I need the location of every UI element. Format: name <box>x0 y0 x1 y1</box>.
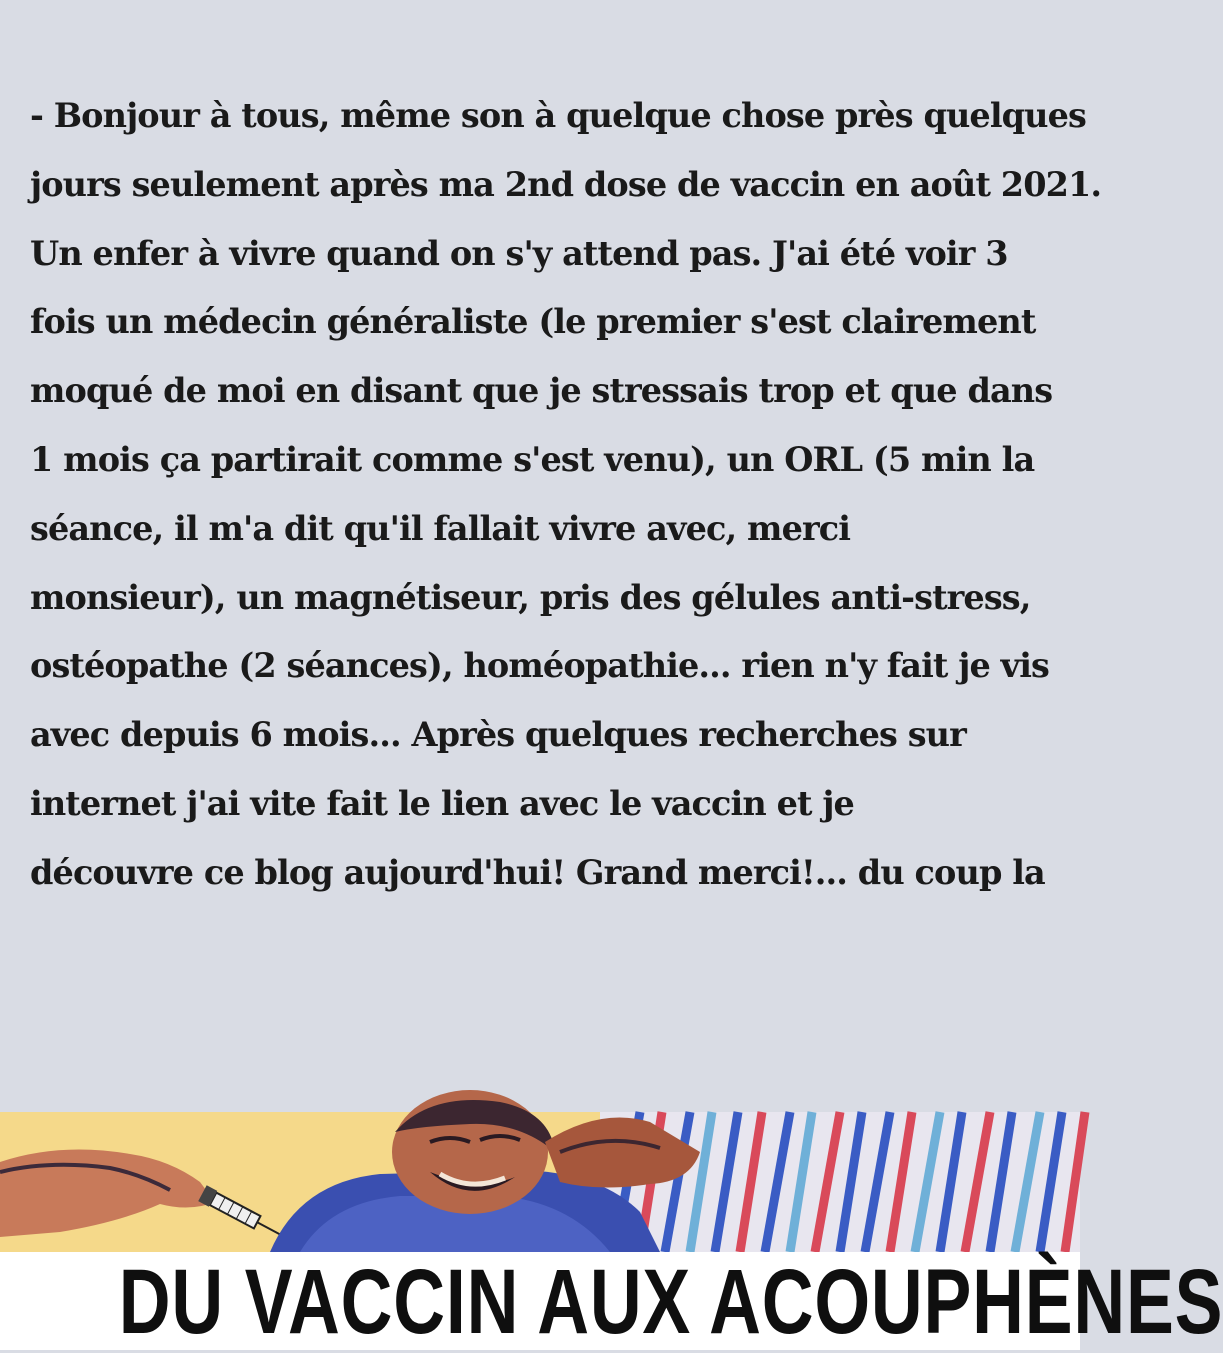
comment-line: - Bonjour à tous, même son à quelque chose près quelques <box>30 96 1087 135</box>
comment-line: découvre ce blog aujourd'hui! Grand merci!... du coup la <box>30 852 1045 892</box>
comment-line: avec depuis 6 mois... Après quelques recherches sur <box>30 715 966 755</box>
comment-line: fois un médecin généraliste (le premier s'est clairement <box>30 302 1036 342</box>
banner-title: DU VACCIN AUX ACOUPHÈNES <box>118 1251 1223 1353</box>
comment-line: séance, il m'a dit qu'il fallait vivre avec, merci <box>30 508 851 548</box>
syringe-tinnitus-illustration-icon <box>0 1112 1080 1252</box>
comment-line: monsieur), un magnétiseur, pris des gélules anti-stress, <box>30 577 1031 617</box>
comment-line: internet j'ai vite fait le lien avec le vaccin et je <box>30 783 854 823</box>
title-band <box>0 1251 1223 1353</box>
comment-line: ostéopathe (2 séances), homéopathie... rien n'y fait je vis <box>30 646 1050 686</box>
comment-line: moqué de moi en disant que je stressais trop et que dans <box>30 371 1053 411</box>
comment-line: Un enfer à vivre quand on s'y attend pas. J'ai été voir 3 <box>30 233 1008 273</box>
comment-line: 1 mois ça partirait comme s'est venu), un ORL (5 min la <box>30 439 1035 479</box>
banner-illustration <box>0 1112 1080 1252</box>
comment-line: jours seulement après ma 2nd dose de vaccin en août 2021. <box>30 164 1102 204</box>
comment-text <box>30 82 1102 908</box>
